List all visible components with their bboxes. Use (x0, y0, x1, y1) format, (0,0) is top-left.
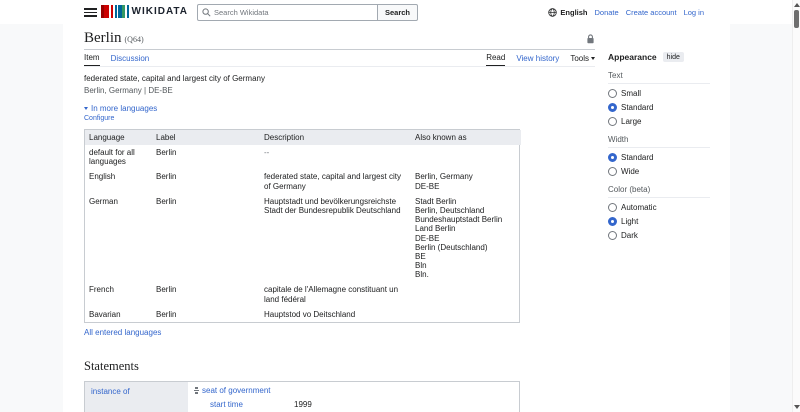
radio-circle[interactable] (608, 217, 617, 226)
alias-item: Berlin (Deutschland) (415, 242, 488, 252)
radio-option-color-automatic[interactable] (608, 203, 710, 212)
cell-label: Berlin (156, 172, 177, 182)
statement-group (84, 381, 520, 412)
alias-item: DE-BE (415, 233, 440, 243)
cell-label: Berlin (156, 285, 177, 295)
qualifier-property-link[interactable]: start time (210, 400, 243, 409)
appearance-hide-button[interactable]: hide (663, 52, 684, 62)
page-tabs (84, 50, 595, 67)
cell-description: capitale de l'Allemagne constituant un land fédéral (264, 285, 399, 304)
entity-id: (Q64) (124, 35, 144, 44)
cell-label: Berlin (156, 309, 177, 319)
col-header-language: Language (85, 130, 152, 145)
tools-label: Tools (570, 54, 589, 63)
table-header-row (85, 130, 521, 145)
search-input[interactable] (214, 5, 377, 20)
create-account-link[interactable]: Create account (625, 7, 677, 17)
radio-label: Small (621, 89, 642, 98)
radio-circle[interactable] (608, 231, 617, 240)
radio-circle[interactable] (608, 203, 617, 212)
radio-label: Large (621, 117, 642, 126)
section-label-width: Width (608, 135, 710, 148)
language-icon (548, 8, 558, 17)
radio-option-text-standard[interactable] (608, 103, 710, 112)
cell-aliases (411, 307, 521, 322)
radio-circle[interactable] (608, 153, 617, 162)
cell-language: French (89, 285, 114, 295)
radio-option-text-large[interactable] (608, 117, 710, 126)
entity-description: federated state, capital and largest city of Germany (84, 74, 265, 83)
language-table-wrap (84, 129, 520, 323)
cell-label: Berlin (156, 148, 177, 157)
section-label-text: Text (608, 71, 710, 84)
radio-circle[interactable] (608, 167, 617, 176)
main-column (84, 30, 595, 412)
alias-item: Bundeshauptstadt Berlin (415, 215, 503, 225)
cell-description: Hauptstadt und bevölkerungsreichste Stadt der Bundesrepublik Deutschland (264, 196, 401, 215)
page-protection-lock-icon (586, 34, 595, 46)
page-title-row (84, 30, 595, 50)
user-links (548, 0, 704, 24)
wikidata-logo[interactable] (101, 5, 188, 18)
radio-option-color-dark[interactable] (608, 231, 710, 240)
top-bar (0, 0, 800, 24)
alias-item: DE-BE (415, 181, 440, 191)
language-label: English (560, 7, 588, 17)
in-more-languages-toggle[interactable] (84, 104, 595, 113)
tab-view-history[interactable]: View history (516, 54, 560, 63)
section-label-color: Color (beta) (608, 185, 710, 198)
radio-label: Standard (621, 153, 654, 162)
tab-discussion[interactable]: Discussion (110, 54, 150, 63)
cell-language: English (89, 172, 116, 182)
cell-description: -- (264, 148, 270, 157)
cell-description: Hauptstod vo Deitschland (264, 309, 356, 319)
language-selector[interactable] (548, 8, 587, 17)
tools-menu[interactable] (570, 54, 595, 66)
appearance-panel (608, 52, 710, 245)
radio-label: Light (621, 217, 639, 226)
collapse-arrow-icon (84, 107, 88, 110)
radio-label: Wide (621, 167, 640, 176)
alias-item: Bln. (415, 270, 429, 280)
statement-qualifier (210, 400, 513, 409)
scroll-down-arrow-icon[interactable] (794, 405, 800, 409)
main-menu-icon[interactable] (84, 8, 97, 17)
entity-aliases: Berlin, Germany | DE-BE (84, 86, 173, 95)
cell-aliases (411, 169, 521, 193)
scrollbar-thumb[interactable] (794, 10, 799, 28)
radio-circle[interactable] (608, 117, 617, 126)
alias-item: Berlin, Deutschland (415, 205, 485, 215)
tab-item[interactable]: Item (84, 53, 100, 66)
in-more-languages-label: In more languages (91, 104, 158, 113)
log-in-link[interactable]: Log in (683, 7, 704, 17)
cell-aliases (411, 194, 521, 283)
tab-read[interactable]: Read (486, 53, 505, 66)
cell-aliases (411, 145, 521, 169)
statement-value-cell (188, 382, 519, 412)
language-table (85, 130, 521, 322)
search-input-wrap (197, 4, 378, 21)
configure-link[interactable]: Configure (84, 115, 115, 122)
radio-option-width-standard[interactable] (608, 153, 710, 162)
radio-option-width-wide[interactable] (608, 167, 710, 176)
col-header-description: Description (260, 130, 411, 145)
appearance-title: Appearance (608, 52, 657, 62)
alias-item: Land Berlin (415, 224, 456, 234)
scroll-up-arrow-icon[interactable] (794, 3, 800, 7)
radio-label: Dark (621, 231, 638, 240)
radio-option-text-small[interactable] (608, 89, 710, 98)
alias-item: BE (415, 251, 426, 261)
search-button[interactable]: Search (378, 4, 418, 21)
table-row (85, 169, 521, 193)
content-area (63, 24, 730, 412)
radio-label: Automatic (621, 203, 657, 212)
alias-item: Bln (415, 261, 427, 271)
donate-link[interactable]: Donate (594, 7, 619, 17)
page-title: Berlin (84, 30, 122, 46)
table-row (85, 307, 521, 322)
table-row (85, 145, 521, 169)
cell-aliases (411, 282, 521, 306)
all-entered-languages-link[interactable]: All entered languages (84, 328, 162, 337)
vertical-scrollbar[interactable] (792, 0, 800, 412)
radio-label: Standard (621, 103, 654, 112)
statement-value-link[interactable]: seat of government (202, 386, 271, 395)
col-header-also-known-as: Also known as (411, 130, 521, 145)
alias-item: Stadt Berlin (415, 196, 457, 206)
radio-circle[interactable] (608, 89, 617, 98)
alias-item: Berlin, Germany (415, 172, 473, 182)
cell-language: German (89, 196, 118, 206)
wikidata-logo-text: WIKIDATA (131, 6, 189, 17)
statements-heading: Statements (84, 359, 139, 373)
property-link[interactable]: instance of (91, 387, 130, 396)
cell-language: Bavarian (89, 309, 121, 319)
chevron-down-icon (591, 57, 595, 60)
statement-property-cell (85, 382, 188, 412)
cell-label: Berlin (156, 196, 177, 206)
wikidata-logo-bars-icon (101, 5, 129, 18)
table-row (85, 282, 521, 306)
col-header-label: Label (152, 130, 260, 145)
table-row (85, 194, 521, 283)
radio-option-color-light[interactable] (608, 217, 710, 226)
rank-selector-icon[interactable] (194, 387, 199, 393)
qualifier-value: 1999 (294, 400, 312, 409)
cell-language: default for all languages (89, 148, 135, 167)
cell-description: federated state, capital and largest city of Germany (264, 172, 401, 191)
search-icon (202, 8, 211, 17)
search-bar (197, 4, 418, 21)
radio-circle[interactable] (608, 103, 617, 112)
